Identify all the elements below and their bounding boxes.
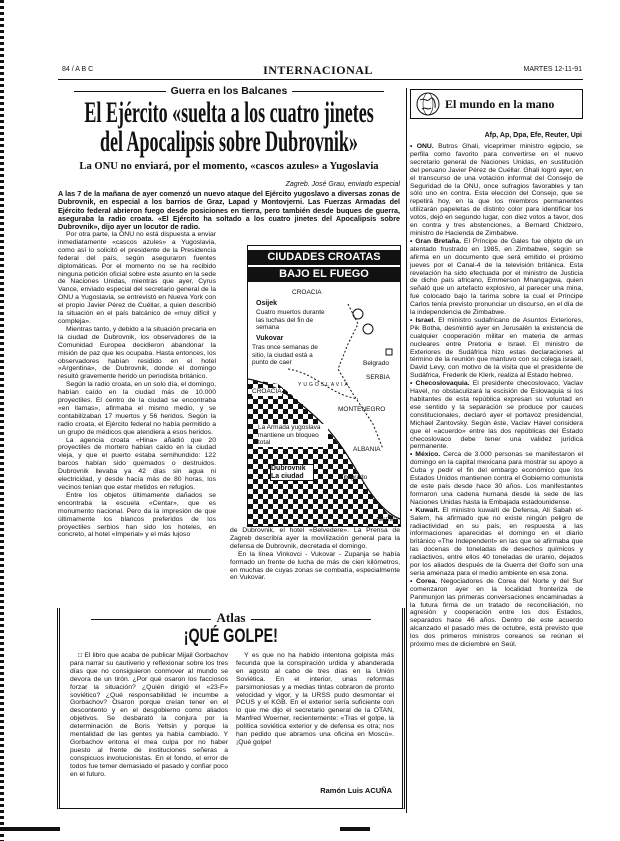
- map-label-croatia: CROACIA: [252, 388, 282, 395]
- news-item: [410, 238, 583, 317]
- globe-icon: [414, 91, 442, 117]
- news-agencies: Afp, Ap, Dpa, Efe, Reuter, Upi: [484, 132, 582, 139]
- headline-text-1: El Ejército «suelta a los cuatro jinetes: [84, 96, 374, 129]
- sidebar-header-box: [410, 89, 583, 119]
- news-lead-text: México.: [415, 451, 441, 459]
- news-lead: • Corea.: [410, 577, 438, 585]
- news-text: Cerca de 3.000 personas se manifestaron el domingo en la capital mexicana para mostrar su apoyo a Cuba y pedir el fin del embargo económico que los Estados Unidos mantienen contra el Gobierno comunista de este país desde hace 30 años. Los manifestantes formaron una cadena humana desde la sede de las Naciones Unidas hasta la Embajada estadounidense.: [410, 451, 583, 506]
- map-graphic: [247, 245, 401, 527]
- paragraph: Según la radio croata, en un solo día, el domingo, habían caído en la ciudad más de 10.000 proyectiles. El centro de la ciudad se encontraba «en llamas», afirmaba el mismo medio, y se contabilizaban 17 muertos y 56 heridos. Según la radio croata, el Ejército federal no había permitido a un grupo de médicos que atendiera a esos heridos.: [58, 381, 216, 436]
- paragraph: □ El libro que acaba de publicar Mijail Gorbachov para narrar su cautiverio y reflexionar sobre los tres días que no consiguieron conmover al mundo se devora de un tirón. ¿Por qué osaron los facciosos forzar la situación? ¿Quién dirigió el «23-F» soviético? ¿Qué responsabilidad le incumbe a Gorbachov? Osaron porque creían tener en el descontento y en el desgobierno como aliados objetivos. Se desbarató la conjura por la determinación de Boris Yeltsin y porque la mentalidad de las gentes ya había cambiado. Y Gorbachov entona el mea culpa por no haber puesto al frente de instituciones señeras a conspicuos involucionistas. En el fondo, el error de todos fue temer demasiado el pasado y confiar poco en el futuro.: [70, 652, 228, 778]
- map-note-navy: La Armada yugoslava mantiene un bloqueo total: [258, 424, 328, 447]
- issue-date: MARTES 12-11-91: [523, 66, 582, 73]
- news-text: Butros Ghali, viceprimer ministro egipcio, se perfila como favorito para convertirse en el nuevo secretario general de Naciones Unidas, en sustitución del peruano Javier Pérez de Cuéllar. Ghali logró ayer, en el transcurso de una votación informal del Consejo de Seguridad de la ONU, once sufragios favorables y tan sólo uno en contra. Esta elección del Consejo, que se repetirá hoy, en la que los miembros permanentes utilizarán papeletas de distinto color para identificar los votos, dejó en segundo lugar, con diez votos a favor, dos en contra y tres abstenciones, a Bernard Chidzero, ministro de Hacienda de Zimbabwe.: [410, 143, 583, 237]
- atlas-column-box: [57, 608, 405, 809]
- news-item: [410, 380, 583, 451]
- atlas-text-col-1: [70, 652, 228, 802]
- map-label-serbia: SERBIA: [366, 374, 390, 381]
- article-kicker: Guerra en los Balcanes: [58, 85, 400, 97]
- news-lead-text: Gran Bretaña.: [415, 237, 462, 245]
- byline: Zagreb. José Grau, enviado especial: [285, 181, 400, 188]
- header-rule: [58, 79, 583, 80]
- article-intro: A las 7 de la mañana de ayer comenzó un nuevo ataque del Ejército yugoslavo a diversas zonas de Dubrovnik, en especial a los barrios de Graz, Lapad y Montovjerni. Las Fuerzas Armadas del Ejército federal abrieron fuego desde posiciones en tierra, pero también desde buques de guerra, aseguraba la radio croata. «El Ejército ha soltado a los cuatro jinetes del Apocalipsis sobre Dubrovnik», dijo ayer un locutor de radio.: [58, 189, 400, 232]
- map-title-2: BAJO EL FUEGO: [248, 267, 400, 282]
- headline-text-2: del Apocalipsis sobre Dubrovnik»: [100, 125, 358, 158]
- map-label-yugoslavia: YUGOSLAVIA: [298, 382, 350, 388]
- news-lead: • Checoslovaquia.: [410, 380, 470, 388]
- map-title-1: CIUDADES CROATAS: [248, 250, 400, 265]
- news-lead-text: Israel.: [415, 316, 436, 324]
- news-lead-text: Checoslovaquia.: [415, 380, 470, 388]
- vukovar-marker: [363, 324, 373, 334]
- paragraph: Y es que no ha habido intentona golpista más fecunda que la conspiración urdida y abanderada en agosto al cabo de tres días en la Unión Soviética. En el interior, unas reformas parsimoniosas y a medias tintas cobraron de pronto velocidad y vigor, y la URSS pudo desmontar el PCUS y el KGB. En el exterior sería suficiente con lo que me dijo el secretario general de la OTAN, Manfred Woerner, recientemente: «Tras el golpe, la política soviética exterior y de defensa es otra; nos han pedido que abramos una oficina en Moscú». ¡Qué golpe!: [236, 652, 394, 746]
- news-text: El ministro sudafricano de Asuntos Exteriores, Pik Botha, desmintió ayer en Jerusalén la existencia de cualquier cooperación militar en materia de armas nucleares entre Pretoria e Israel. El ministro de Exteriores de Sudáfrica hizo estas declaraciones al término de la reunión que mantuvo con su colega israelí, David Levy, con motivo de la visita que el presidente de Sudáfrica, Frederik de Klerk, realiza al Estado hebreo.: [410, 316, 583, 380]
- map-note-osijek: Cuatro muertos durante las luchas del fin de semana: [256, 309, 325, 331]
- news-lead: • Kuwait.: [410, 506, 440, 514]
- news-lead: • Gran Bretaña.: [410, 237, 462, 245]
- map-label-belgrade: Belgrado: [363, 360, 390, 367]
- map-label-vukovar: Vukovar: [256, 335, 284, 342]
- map-label-dubrovnik: Dubrovnik La ciudad: [270, 464, 314, 481]
- belgrade-marker: [386, 349, 392, 355]
- paragraph: La agencia croata «Hina» añadió que 20 proyectiles de mortero habían caído en la ciudad vieja, y que el puerto estaba semihundido: 122 barcos habían sido quemados o destruidos. Dubrovnik llevaba ya 42 días sin agua ni electricidad, y desde hacía más de 80 horas, los vecinos tenían que estar metidos en refugios.: [58, 436, 216, 491]
- osijek-marker: [353, 309, 363, 319]
- scan-edge: [0, 0, 4, 841]
- map-note-vukovar: Tras once semanas de sitio, la ciudad está a punto de caer: [252, 344, 318, 366]
- news-lead: • ONU.: [410, 143, 434, 150]
- news-lead-text: ONU.: [416, 143, 434, 150]
- paragraph: Entre los objetos últimamente dañados se encontraba la escuela «Centar», que es monumento nacional. Pero da la impresión de que últimamente los blancos preferidos de los proyectiles serbios han sido los hoteles, en concreto, al hotel «Imperial» y el más lujoso: [58, 491, 216, 539]
- article-column-1: [58, 231, 216, 601]
- news-item: [410, 578, 583, 649]
- news-lead: • México.: [410, 451, 441, 459]
- atlas-headline-text: ¡QUÉ GOLPE!: [183, 626, 279, 647]
- sidebar-title: El mundo en la mano: [445, 97, 555, 111]
- author-signature: Ramón Luis ACUÑA: [320, 786, 392, 795]
- map-label-albania: ALBANIA: [353, 446, 381, 453]
- news-text: El Príncipe de Gales fue objeto de un atentado frustrado en 1985, en Zimbabwe, según se afirma en un documento que será emitido el próximo jueves por el Canal-4 de la televisión británica. Esta revelación ha sido efectuada por el ministro de Justicia de dicho país africano, Emmerson Mnangagwa, quien señaló que un artefacto explosivo, al parecer una mina, fue colocado bajo la tarima sobre la cual el Príncipe Carlos tenía previsto pronunciar un discurso, en el día de la independencia de Zimbabwe.: [410, 237, 583, 317]
- map-label-osijek: Osijek: [256, 300, 278, 307]
- news-text: El ministro kuwaití de Defensa, Ali Sabah el-Salem, ha afirmado que no existe ningún peligro de radiactividad en su país, en respuesta a las informaciones aparecidas el domingo en el diario británico «The Independent» en las que se afirmaba que las docenas de toneladas de desechos químicos y radiactivos, entre ellos 40 toneladas de uranio, dejados por los aliados después de la Guerra del Golfo son una seria amenaza para el medio ambiente en esa zona.: [410, 506, 583, 577]
- map-label-montenegro: MONTENEGRO: [338, 406, 386, 413]
- map-label-croatia-north: CROACIA: [292, 289, 322, 296]
- news-lead-text: Corea.: [416, 577, 438, 585]
- atlas-text-col-2: [236, 652, 394, 782]
- news-item: [410, 507, 583, 578]
- paragraph: Por otra parte, la ONU no está dispuesta a enviar inmediatamente «cascos azules» a Yugoslavia, como así lo solicitó el presidente de la Presidencia federal del país, según aseguraron fuentes diplomáticas. Por el momento no se ha recibido ninguna petición oficial sobre este asunto en la sede de Naciones Unidas, mientras que ayer, Cyrus Vance, enviado especial del secretario general de la ONU a Yugoslavia, se entrevistó en Nueva York con el propio Javier Pérez de Cuéllar, a quien describió la situación en el país balcánico de «muy difícil y compleja».: [58, 231, 216, 325]
- atlas-headline: [60, 626, 402, 648]
- scan-bottom-mark: [0, 827, 60, 831]
- atlas-section-title: Atlas: [60, 610, 402, 626]
- news-lead-text: Kuwait.: [415, 506, 440, 514]
- news-lead: • Israel.: [410, 316, 436, 324]
- news-text: Negociadores de Corea del Norte y del Sur comenzaron ayer en la localidad fronteriza de Panmunjon las primeras conversaciones encaminadas a la futura firma de un tratado de reconciliación, no agresión y cooperación entre los dos Estados, separados hace 46 años. Dentro de este acuerdo alcanzado el pasado mes de octubre, está previsto que los dos primeros ministros coreanos se reúnan el próximo mes de diciembre en Seúl.: [410, 577, 583, 649]
- paragraph: Mientras tanto, y debido a la situación precaria en la ciudad de Dubrovnik, los observadores de la Comunidad Europea decidieron abandonar la misión de paz que les ocupaba. Hasta entonces, los observadores habían residido en el hotel «Argentina», de Dubrovnik, donde el domingo resultó gravemente herido un periodista británico.: [58, 325, 216, 381]
- column-divider: [406, 88, 407, 813]
- map-label-titograd: Titogrado: [340, 474, 368, 481]
- map-credit: REUTER: [376, 516, 397, 523]
- article-column-2: [230, 527, 400, 599]
- paragraph: En la línea Vinkovci - Vukovar - Zupanja se había formado un frente de lucha de más de cien kilómetros, en muchas de cuyas zonas se combatía, especialmente en Vukovar.: [230, 550, 400, 582]
- subheadline: La ONU no enviará, por el momento, «cascos azules» a Yugoslavia: [79, 161, 379, 172]
- scan-bottom-mark: [340, 827, 370, 831]
- news-item: [410, 143, 583, 238]
- page-number: 84 / A B C: [62, 66, 94, 73]
- paragraph: de Dubrovnik, el hotel «Belvedere». La Prensa de Zagreb describía ayer la movilización general para la defensa de Dubrovnik, decretada el domingo.: [230, 527, 400, 550]
- news-text: El presidente checoslovaco, Vaclav Havel, no obstaculizará la escisión de Eslovaquia si los habitantes de esta república expresan su voluntad en ese sentido y la separación se produce por cauces constitucionales, declaró ayer el portavoz presidencial, Michael Zantovsky. Según éste, Vaclav Havel considera que el «acuerdo» entre las dos repúblicas del Estado checoslovaco debe tener una validez jurídica permanente.: [410, 380, 583, 451]
- news-item: [410, 317, 583, 380]
- news-item: [410, 451, 583, 506]
- sidebar-news-list: [410, 143, 583, 813]
- section-title: INTERNACIONAL: [263, 63, 373, 77]
